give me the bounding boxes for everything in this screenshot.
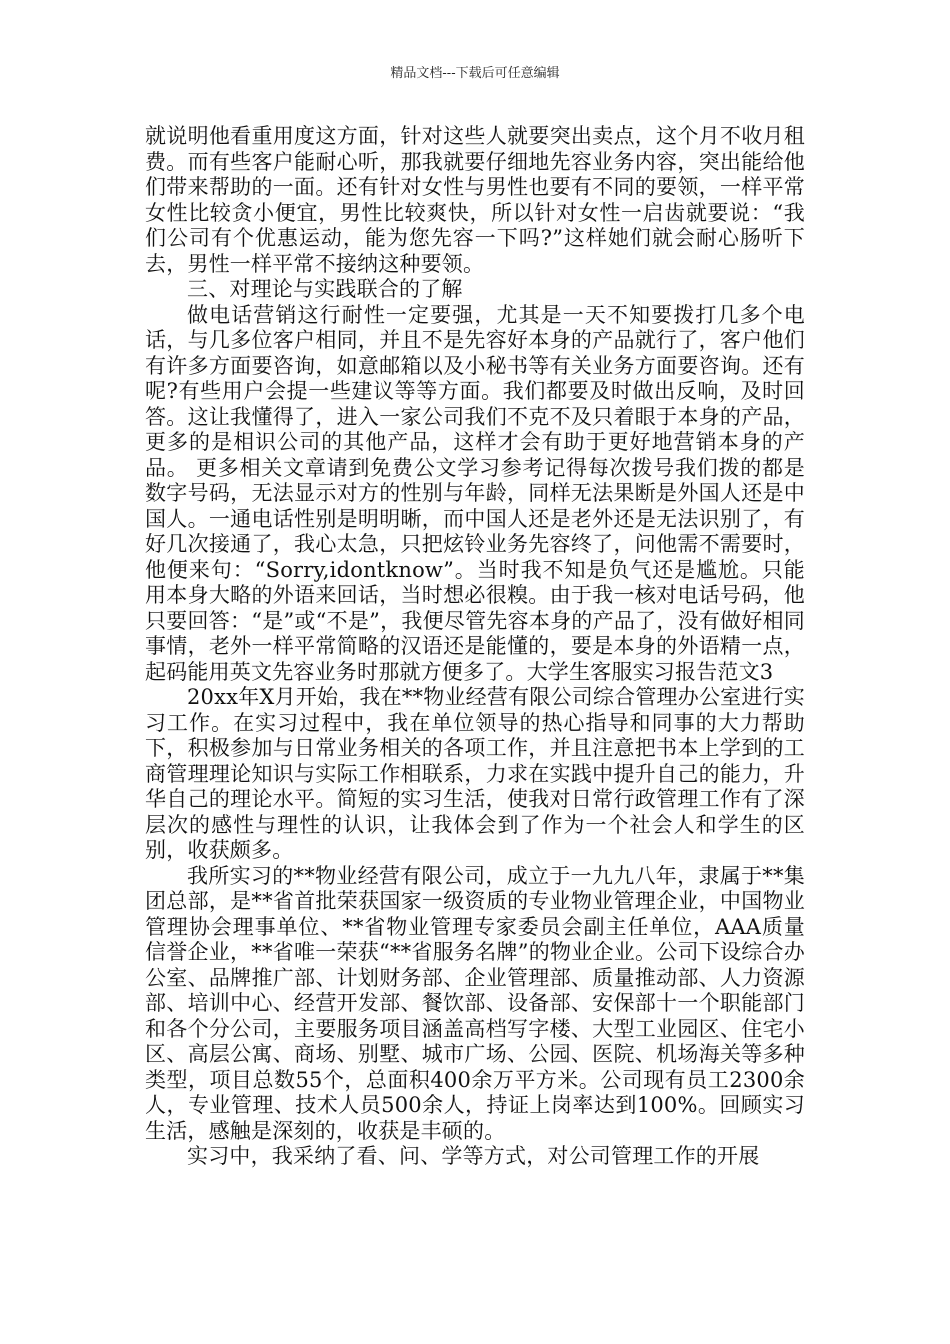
paragraph-internship-intro: 20xx年X月开始，我在**物业经营有限公司综合管理办公室进行实习工作。在实习过程中，我在单位领导的热心指导和同事的大力帮助下，积极参加与日常业务相关的各项工作，并且注意把书本上学到的工商管理理论知识与实际工作相联系，力求在实践中提升自己的能力，升华自己的理论水平。简短的实习生活，使我对日常行政管理工作有了深层次的感性与理性的认识，让我体会到了作为一个社会人和学生的区别，收获颇多。 bbox=[145, 685, 805, 862]
page-header: 精品文档---下载后可任意编辑 bbox=[390, 66, 560, 81]
paragraph-telemarketing: 做电话营销这行耐性一定要强，尤其是一天不知要拨打几多个电话，与几多位客户相同，并且不是先容好本身的产品就行了，客户他们有许多方面要咨询，如意邮箱以及小秘书等有关业务方面要咨询。还有呢?有些用户会提一些建议等等方面。我们都要及时做出反响，及时回答。这让我懂得了，进入一家公司我们不克不及只着眼于本身的产品，更多的是相识公司的其他产品，这样才会有助于更好地营销本身的产品。 更多相关文章请到免费公文学习参考记得每次拨号我们拨的都是数字号码，无法显示对方的性别与年龄，同样无法果断是外国人还是中国人。一通电话性别是明明晰，而中国人还是老外还是无法识别了，有好几次接通了，我心太急，只把炫铃业务先容终了，问他需不需要时，他便来句：“Sorry,idontknow”。当时我不知是负气还是尴尬。只能用本身大略的外语来回话，当时想必很糗。由于我一核对电话号码，他只要回答：“是”或“不是”，我便尽管先容本身的产品了，没有做好相同事情，老外一样平常简略的汉语还是能懂的，要是本身的外语精一点，起码能用英文先容业务时那就方便多了。大学生客服实习报告范文3 bbox=[145, 302, 805, 684]
document-body bbox=[145, 124, 805, 1170]
paragraph-internship-methods: 实习中，我采纳了看、问、学等方式，对公司管理工作的开展 bbox=[187, 1144, 760, 1168]
section-heading: 三、对理论与实践联合的了解 bbox=[187, 277, 463, 301]
paragraph-company-profile: 我所实习的**物业经营有限公司，成立于一九九八年，隶属于**集团总部，是**省首批荣获国家一级资质的专业物业管理企业，中国物业管理协会理事单位、**省物业管理专家委员会副主任单位，AAA质量信誉企业，**省唯一荣获“**省服务名牌”的物业企业。公司下设综合办公室、品牌推广部、计划财务部、企业管理部、质量推动部、人力资源部、培训中心、经营开发部、餐饮部、设备部、安保部十一个职能部门和各个分公司，主要服务项目涵盖高档写字楼、大型工业园区、住宅小区、高层公寓、商场、别墅、城市广场、公园、医院、机场海关等多种类型，项目总数55个，总面积400余万平方米。公司现有员工2300余人，专业管理、技术人员500余人，持证上岗率达到100%。回顾实习生活，感触是深刻的，收获是丰硕的。 bbox=[145, 863, 805, 1143]
paragraph-continuation: 就说明他看重用度这方面，针对这些人就要突出卖点，这个月不收月租费。而有些客户能耐心听，那我就要仔细地先容业务内容，突出能给他们带来帮助的一面。还有针对女性与男性也要有不同的要领，一样平常女性比较贪小便宜，男性比较爽快，所以针对女性一启齿就要说：“我们公司有个优惠运动，能为您先容一下吗?”这样她们就会耐心肠听下去，男性一样平常不接纳这种要领。 bbox=[145, 124, 805, 276]
